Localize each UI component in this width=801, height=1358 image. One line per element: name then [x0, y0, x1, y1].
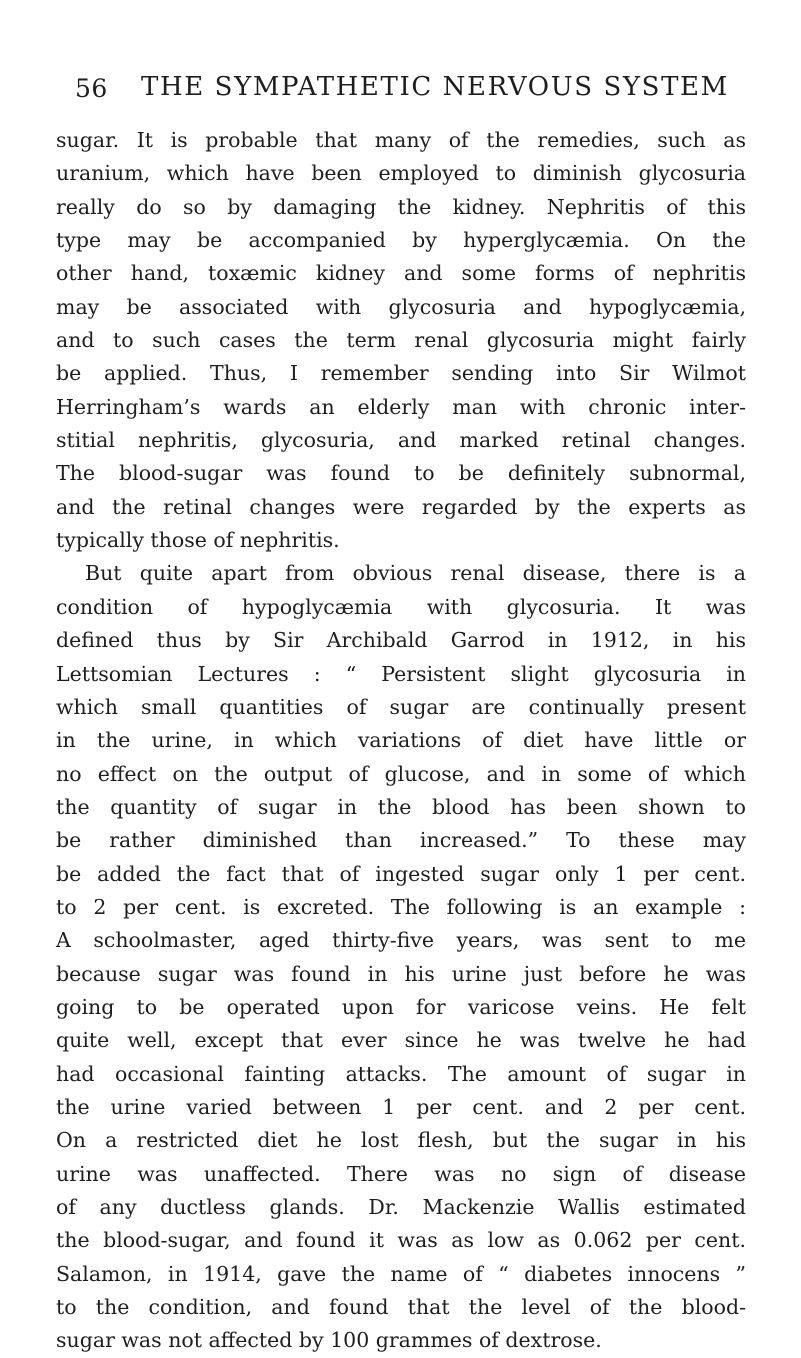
- paragraph-start-line: But quite apart from obvious renal disease, there is a: [85, 561, 746, 586]
- text-line: stitial nephritis, glycosuria, and marked retinal changes.: [56, 428, 746, 453]
- text-line: may be associated with glycosuria and hypoglycæmia,: [56, 294, 746, 319]
- body-text: [56, 124, 746, 1358]
- page-header: [75, 72, 735, 112]
- text-line: because sugar was found in his urine just before he was: [56, 961, 746, 986]
- text-line: be added the fact that of ingested sugar only 1 per cent.: [56, 861, 746, 886]
- text-line: On a restricted diet he lost flesh, but the sugar in his: [56, 1128, 746, 1153]
- text-line: the quantity of sugar in the blood has been shown to: [56, 794, 746, 819]
- text-line: of any ductless glands. Dr. Mackenzie Wallis estimated: [56, 1195, 746, 1219]
- text-line: and to such cases the term renal glycosuria might fairly: [56, 328, 746, 353]
- text-line: urine was unaffected. There was no sign of disease: [56, 1161, 746, 1186]
- text-line: quite well, except that ever since he was twelve he had: [56, 1028, 746, 1053]
- text-line: had occasional fainting attacks. The amount of sugar in: [56, 1061, 746, 1086]
- text-line: Lettsomian Lectures : “ Persistent slight glycosuria in: [56, 661, 746, 686]
- text-line: The blood-sugar was found to be definitely subnormal,: [56, 461, 746, 486]
- text-line: the blood-sugar, and found it was as low as 0.062 per cent.: [56, 1228, 746, 1253]
- text-line: type may be accompanied by hyperglycæmia. On the: [56, 228, 746, 253]
- text-line: in the urine, in which variations of diet have little or: [56, 728, 746, 753]
- text-line: uranium, which have been employed to diminish glycosuria: [56, 161, 746, 186]
- running-title: THE SYMPATHETIC NERVOUS SYSTEM: [141, 72, 729, 102]
- text-line: Salamon, in 1914, gave the name of “ diabetes innocens ”: [56, 1261, 746, 1286]
- text-line: sugar was not affected by 100 grammes of dextrose.: [56, 1328, 602, 1353]
- page-number: 56: [75, 74, 108, 103]
- text-line: be applied. Thus, I remember sending into Sir Wilmot: [56, 361, 746, 386]
- text-line: sugar. It is probable that many of the remedies, such as: [56, 128, 746, 152]
- text-line: A schoolmaster, aged thirty-five years, was sent to me: [56, 928, 746, 953]
- text-line: other hand, toxæmic kidney and some forms of nephritis: [56, 261, 746, 286]
- text-line: defined thus by Sir Archibald Garrod in 1912, in his: [56, 628, 746, 653]
- text-line: to 2 per cent. is excreted. The following is an example :: [56, 894, 746, 919]
- text-line: which small quantities of sugar are continually present: [56, 694, 746, 719]
- text-line: be rather diminished than increased.” To these may: [56, 828, 746, 853]
- text-line: and the retinal changes were regarded by the experts as: [56, 494, 746, 519]
- text-line: Herringham’s wards an elderly man with chronic inter-: [56, 394, 746, 419]
- text-line: no effect on the output of glucose, and in some of which: [56, 761, 746, 786]
- text-line: to the condition, and found that the level of the blood-: [56, 1295, 746, 1320]
- paragraph-end-line: typically those of nephritis.: [56, 528, 340, 553]
- text-line: the urine varied between 1 per cent. and 2 per cent.: [56, 1094, 746, 1119]
- text-line: going to be operated upon for varicose veins. He felt: [56, 994, 746, 1019]
- text-line: condition of hypoglycæmia with glycosuria. It was: [56, 594, 746, 619]
- text-line: really do so by damaging the kidney. Nephritis of this: [56, 194, 746, 219]
